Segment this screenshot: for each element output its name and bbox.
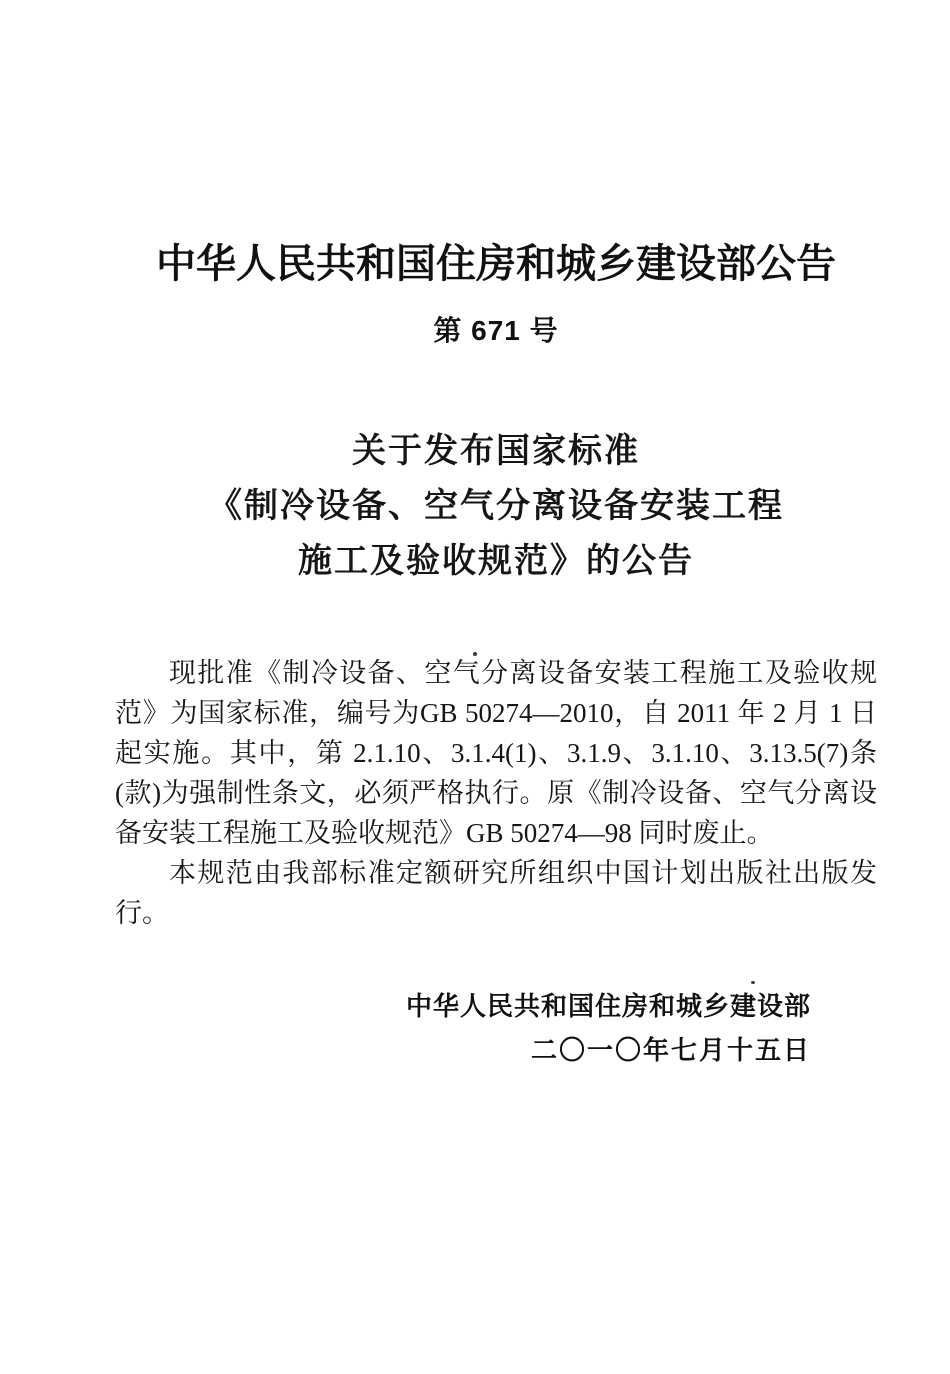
- signature-date: 二〇一〇年七月十五日: [530, 1035, 811, 1065]
- signature-organization: 中华人民共和国住房和城乡建设部: [405, 991, 811, 1021]
- issue-number: 第 671 号: [433, 315, 559, 346]
- body-paragraph-1: 现批准《制冷设备、空气分离设备安装工程施工及验收规范》为国家标准，编号为GB 50274—2010，自 2011 年 2 月 1 日起实施。其中，第 2.1.10、3.1.4(1)、3.1.9、3.1.10、3.13.5(7)条(款)为强制性条文，必须严格执行。原《制冷设备、空气分离设备安装工程施工及验收规范》GB 50274—98 同时废止。: [115, 658, 877, 848]
- body-paragraph-2: 本规范由我部标准定额研究所组织中国计划出版社出版发行。: [115, 858, 877, 928]
- announcement-title-line-2: 《制冷设备、空气分离设备安装工程: [208, 488, 784, 525]
- announcement-title-line-1: 关于发布国家标准: [352, 433, 640, 470]
- signature-block: [115, 984, 877, 1072]
- scan-speck: [473, 652, 477, 656]
- body-text: [115, 653, 877, 933]
- announcement-title-line-3: 施工及验收规范》的公告: [298, 543, 694, 580]
- document-title: 中华人民共和国住房和城乡建设部公告: [156, 241, 836, 286]
- announcement-title: [115, 424, 877, 589]
- scan-speck: [751, 981, 755, 984]
